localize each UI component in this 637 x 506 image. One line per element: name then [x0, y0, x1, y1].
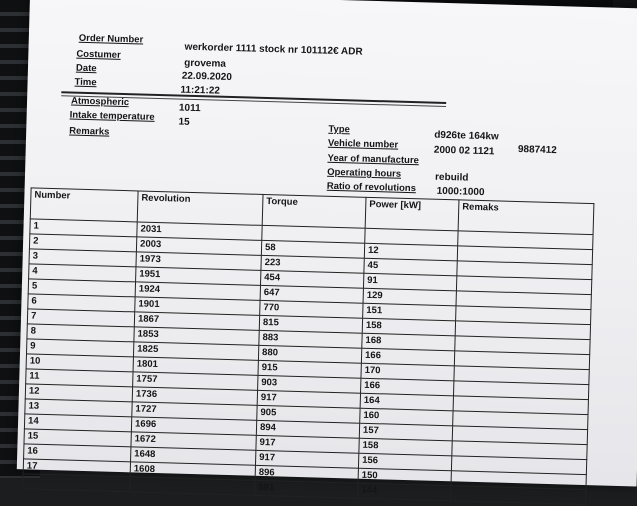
cell-revolution: 1973	[136, 252, 261, 270]
order-number-value: werkorder 1111 stock nr 101112€ ADR	[184, 41, 363, 58]
cell-torque: 917	[257, 390, 360, 408]
cell-revolution: 2031	[137, 222, 262, 240]
cell-power: 151	[363, 303, 456, 321]
cell-revolution: 1901	[135, 297, 260, 315]
cell-number: 13	[25, 399, 132, 417]
vehicle-number-value-2: 9887412	[517, 144, 557, 157]
cell-power: 158	[362, 318, 455, 336]
cell-revolution: 1696	[131, 417, 256, 435]
cell-number: 3	[29, 249, 136, 267]
cell-revolution: 1672	[131, 432, 256, 450]
cell-power: 129	[363, 288, 456, 306]
cell-number: 11	[26, 369, 133, 387]
customer-label: Costumer	[76, 48, 121, 61]
cell-torque: 896	[255, 465, 358, 483]
cell-power: 160	[360, 408, 453, 426]
operating-hours-label: Operating hours	[327, 166, 402, 180]
column-header-number: Number	[30, 188, 138, 222]
atmospheric-value: 1011	[178, 102, 201, 115]
cell-revolution: 1608	[130, 462, 255, 480]
cell-revolution: 1801	[133, 357, 258, 375]
cell-number: 15	[24, 429, 131, 447]
cell-number: 16	[24, 444, 131, 462]
intake-temperature-label: Intake temperature	[69, 109, 155, 123]
cell-power: 164	[360, 393, 453, 411]
cell-number: 9	[26, 339, 133, 357]
column-header-revolution: Revolution	[137, 191, 263, 225]
ratio-of-revolutions-label: Ratio of revolutions	[326, 180, 417, 195]
cell-number: 5	[28, 279, 135, 297]
time-value: 11:21:22	[180, 84, 221, 97]
column-header-torque: Torque	[262, 194, 366, 228]
cell-number	[23, 474, 130, 492]
customer-value: grovema	[184, 57, 227, 70]
table-body	[23, 219, 593, 505]
cell-revolution: 1648	[131, 447, 256, 465]
cell-revolution: 1736	[132, 387, 257, 405]
cell-torque: 223	[261, 255, 364, 273]
cell-power: 144	[358, 483, 451, 501]
cell-torque: 454	[261, 270, 364, 288]
atmospheric-label: Atmospheric	[70, 95, 130, 109]
cell-number: 7	[27, 309, 134, 327]
ratio-of-revolutions-value: 1000:1000	[436, 185, 485, 199]
cell-torque: 905	[257, 405, 360, 423]
cell-power: 158	[359, 438, 452, 456]
cell-power: 157	[359, 423, 452, 441]
operating-hours-value: rebuild	[434, 171, 469, 184]
cell-revolution: 1757	[133, 372, 258, 390]
cell-number: 6	[28, 294, 135, 312]
cell-revolution: 1867	[134, 312, 259, 330]
cell-number: 12	[25, 384, 132, 402]
measurement-table	[22, 187, 594, 505]
cell-power: 45	[364, 258, 457, 276]
column-header-remarks: Remaks	[458, 200, 594, 235]
cell-number: 1	[30, 219, 137, 237]
cell-remarks	[451, 486, 586, 505]
cell-number: 10	[26, 354, 133, 372]
cell-number: 4	[29, 264, 136, 282]
paper-sheet	[17, 0, 637, 497]
date-value: 22.09.2020	[181, 70, 233, 84]
cell-revolution: 1951	[136, 267, 261, 285]
cell-number: 8	[27, 324, 134, 342]
cell-revolution: 1825	[133, 342, 258, 360]
column-header-power: Power [kW]	[365, 197, 459, 231]
cell-torque: 880	[258, 345, 361, 363]
date-label: Date	[75, 62, 97, 75]
cell-torque: 58	[261, 240, 364, 258]
type-value: d926te 164kw	[434, 129, 499, 143]
remarks-label: Remarks	[69, 125, 110, 138]
cell-torque: 647	[260, 285, 363, 303]
cell-revolution: 2003	[136, 237, 261, 255]
cell-revolution	[130, 477, 255, 495]
cell-torque: 883	[259, 330, 362, 348]
cell-power: 166	[361, 348, 454, 366]
cell-torque: 881	[255, 480, 358, 498]
cell-torque: 915	[258, 360, 361, 378]
cell-power: 12	[364, 243, 457, 261]
cell-torque: 894	[256, 420, 359, 438]
cell-torque: 770	[260, 300, 363, 318]
cell-torque: 815	[259, 315, 362, 333]
cell-torque: 917	[255, 450, 358, 468]
cell-power: 91	[363, 273, 456, 291]
cell-power: 150	[358, 468, 451, 486]
cell-revolution: 1727	[132, 402, 257, 420]
intake-temperature-value: 15	[178, 116, 190, 128]
cell-revolution: 1853	[134, 327, 259, 345]
vehicle-number-value: 2000 02 1121	[433, 144, 495, 158]
cell-number: 14	[24, 414, 131, 432]
vehicle-number-label: Vehicle number	[327, 137, 399, 151]
cell-torque: 903	[258, 375, 361, 393]
cell-power: 170	[361, 363, 454, 381]
cell-power: 166	[361, 378, 454, 396]
cell-torque: 917	[256, 435, 359, 453]
order-number-label: Order Number	[78, 32, 144, 46]
type-label: Type	[328, 123, 351, 136]
cell-power: 156	[358, 453, 451, 471]
cell-power: 168	[362, 333, 455, 351]
cell-number: 17	[23, 459, 130, 477]
year-of-manufacture-label: Year of manufacture	[327, 152, 420, 167]
cell-revolution: 1924	[135, 282, 260, 300]
cell-number: 2	[29, 234, 136, 252]
time-label: Time	[74, 76, 97, 89]
